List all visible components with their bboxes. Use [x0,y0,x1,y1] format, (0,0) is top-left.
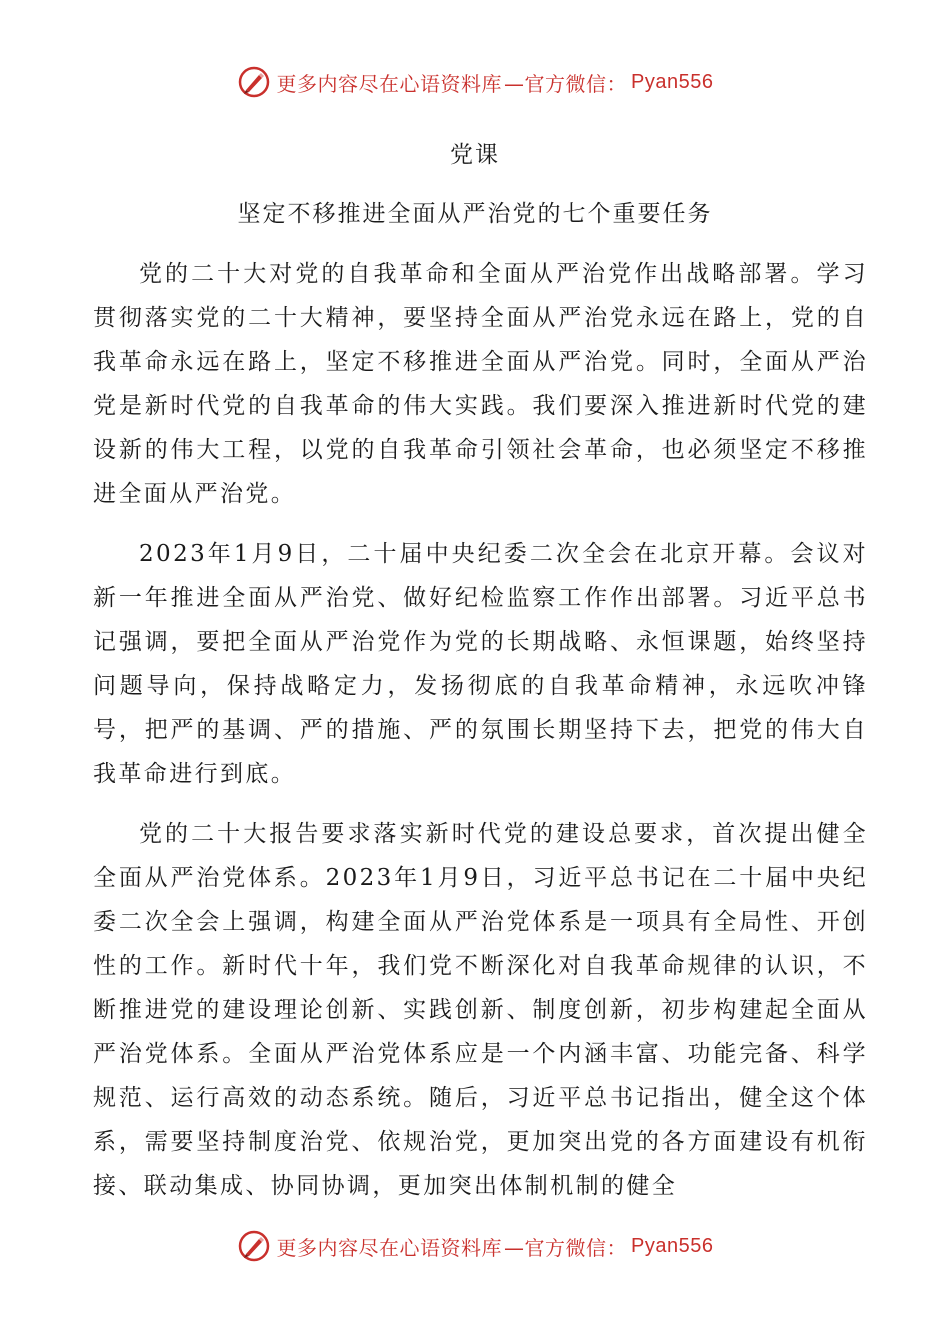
body-paragraph: 党的二十大对党的自我革命和全面从严治党作出战略部署。学习贯彻落实党的二十大精神，要坚持全面从严治党永远在路上，党的自我革命永远在路上，坚定不移推进全面从严治党。同时，全面从严治党是新时代党的自我革命的伟大实践。我们要深入推进新时代党的建设新的伟大工程，以党的自我革命引领社会革命，也必须坚定不移推进全面从严治党。 [93,261,868,507]
header-watermark [0,62,950,102]
document-title: 坚定不移推进全面从严治党的七个重要任务 [237,201,713,227]
watermark-separator: —官方微信： [504,1235,628,1260]
watermark-wechat-id: Pyan556 [631,1234,714,1257]
footer-watermark [0,1226,950,1266]
watermark-text: 更多内容尽在心语资料库 [276,1235,503,1260]
pen-logo-icon [237,65,271,99]
watermark-wechat-id: Pyan556 [631,70,714,93]
document-body [93,252,868,1208]
body-paragraph: 党的二十大报告要求落实新时代党的建设总要求，首次提出健全全面从严治党体系。2023年1月9日，习近平总书记在二十届中央纪委二次全会上强调，构建全面从严治党体系是一项具有全局性、开创性的工作。新时代十年，我们党不断深化对自我革命规律的认识，不断推进党的建设理论创新、实践创新、制度创新，初步构建起全面从严治党体系。全面从严治党体系应是一个内涵丰富、功能完备、科学规范、运行高效的动态系统。随后，习近平总书记指出，健全这个体系，需要坚持制度治党、依规治党，更加突出党的各方面建设有机衔接、联动集成、协同协调，更加突出体制机制的健全 [93,821,868,1199]
document-kind: 党课 [450,142,500,168]
watermark-text: 更多内容尽在心语资料库 [276,71,503,96]
body-paragraph: 2023年1月9日，二十届中央纪委二次全会在北京开幕。会议对新一年推进全面从严治党、做好纪检监察工作作出部署。习近平总书记强调，要把全面从严治党作为党的长期战略、永恒课题，始终坚持问题导向，保持战略定力，发扬彻底的自我革命精神，永远吹冲锋号，把严的基调、严的措施、严的氛围长期坚持下去，把党的伟大自我革命进行到底。 [93,541,868,787]
pen-logo-icon [237,1229,271,1263]
watermark-separator: —官方微信： [504,71,628,96]
